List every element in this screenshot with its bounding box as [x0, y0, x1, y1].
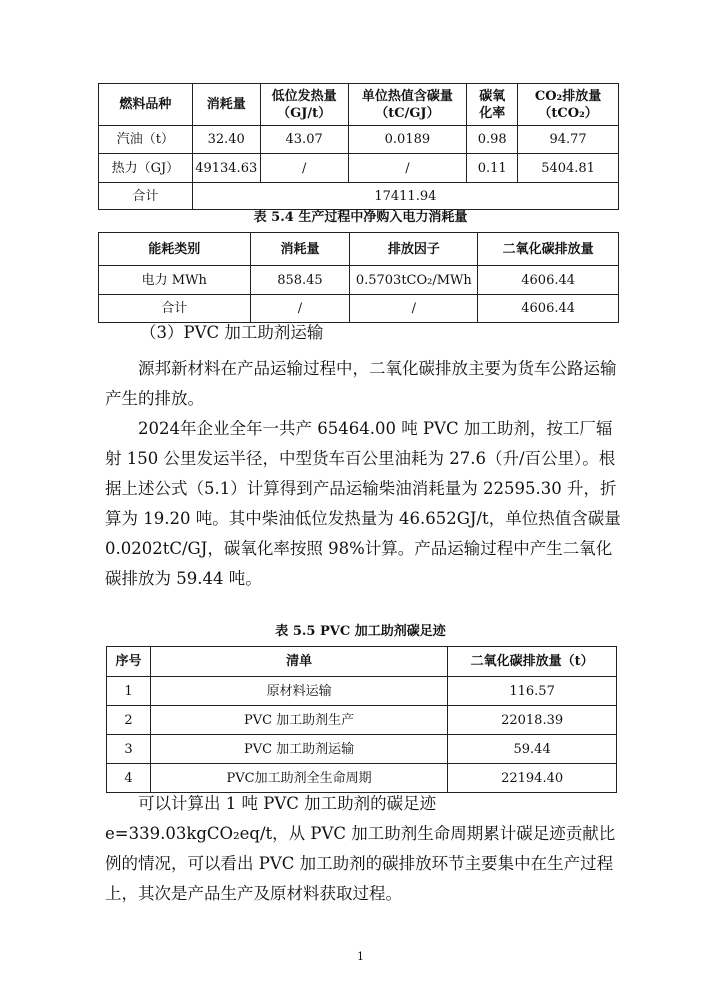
table-5-5-caption: 表 5.5 PVC 加工助剂碳足迹: [275, 624, 446, 639]
table-cell: 4606.44: [478, 295, 619, 323]
table-cell: 59.44: [448, 735, 617, 764]
page-number: 1: [357, 950, 364, 963]
table-cell: 5404.81: [518, 154, 619, 183]
table-cell: 32.40: [192, 126, 260, 154]
table-row: [99, 126, 619, 154]
table-cell: 0.0189: [348, 126, 467, 154]
body-text: [105, 354, 625, 594]
table-cell: 22018.39: [448, 706, 617, 735]
table-cell: 22194.40: [448, 764, 617, 793]
header-emission-factor: 排放因子: [350, 233, 478, 266]
table-cell: 热力（GJ）: [99, 154, 193, 183]
carbon-footprint-table: [106, 646, 617, 793]
table-cell: 1: [107, 677, 151, 706]
table-row: [107, 677, 617, 706]
total-label: 合计: [99, 183, 193, 210]
table-cell: 0.98: [467, 126, 518, 154]
paragraph: 2024年企业全年一共产 65464.00 吨 PVC 加工助剂，按工厂辐射 150 公里发运半径，中型货车百公里油耗为 27.6（升/百公里）。根据上述公式（5.1）计算得到产品运输柴油消耗量为 22595.30 升，折算为 19.20 吨。其中柴油低位发热量为 46.652GJ/t，单位热值含碳量 0.0202tC/GJ，碳氧化率按照 98%计算。产品运输过程中产生二氧化碳排放为 59.44 吨。: [105, 419, 621, 588]
header-consumption: 消耗量: [192, 84, 260, 126]
table-cell: 116.57: [448, 677, 617, 706]
paragraph: 源邦新材料在产品运输过程中，二氧化碳排放主要为货车公路运输产生的排放。: [105, 359, 617, 408]
header-oxidation-rate: 碳氧 化率: [467, 84, 518, 126]
fuel-emission-table: [98, 83, 619, 210]
table-cell: PVC加工助剂全生命周期: [150, 764, 447, 793]
header-fuel-type: 燃料品种: [99, 84, 193, 126]
table-cell: 4: [107, 764, 151, 793]
table-cell: PVC 加工助剂生产: [150, 706, 447, 735]
table-5-4-caption: 表 5.4 生产过程中净购入电力消耗量: [253, 210, 468, 225]
header-co2-emission: CO₂排放量 （tCO₂）: [518, 84, 619, 126]
table-cell: 43.07: [260, 126, 348, 154]
table-cell: 原材料运输: [150, 677, 447, 706]
table-cell: /: [260, 154, 348, 183]
table-cell: 2: [107, 706, 151, 735]
header-co2-emission: 二氧化碳排放量（t）: [448, 647, 617, 677]
electricity-table: [98, 232, 619, 323]
table-cell: 3: [107, 735, 151, 764]
header-consumption: 消耗量: [250, 233, 350, 266]
table-cell: /: [350, 295, 478, 323]
table-cell: 49134.63: [192, 154, 260, 183]
table-cell: 4606.44: [478, 266, 619, 295]
header-co2-emission: 二氧化碳排放量: [478, 233, 619, 266]
table-cell: 94.77: [518, 126, 619, 154]
table-cell: 0.11: [467, 154, 518, 183]
table-cell: 858.45: [250, 266, 350, 295]
table-cell: /: [348, 154, 467, 183]
table-cell: 汽油（t）: [99, 126, 193, 154]
table-row: [99, 154, 619, 183]
table-cell: 合计: [99, 295, 251, 323]
table-cell: 电力 MWh: [99, 266, 251, 295]
table-cell: /: [250, 295, 350, 323]
header-item: 清单: [150, 647, 447, 677]
header-index: 序号: [107, 647, 151, 677]
paragraph: 可以计算出 1 吨 PVC 加工助剂的碳足迹 e=339.03kgCO₂eq/t，从 PVC 加工助剂生命周期累计碳足迹贡献比例的情况，可以看出 PVC 加工助剂的碳排放环节主要集中在生产过程上，其次是产品生产及原材料获取过程。: [105, 794, 616, 903]
header-energy-type: 能耗类别: [99, 233, 251, 266]
header-carbon-content: 单位热值含碳量 （tC/GJ）: [348, 84, 467, 126]
header-low-heat-value: 低位发热量 （GJ/t）: [260, 84, 348, 126]
table-row: [107, 706, 617, 735]
table-row: [99, 266, 619, 295]
table-row: [107, 735, 617, 764]
table-cell: PVC 加工助剂运输: [150, 735, 447, 764]
section-heading: （3）PVC 加工助剂运输: [140, 323, 324, 342]
body-text: [105, 789, 625, 909]
table-cell: 0.5703tCO₂/MWh: [350, 266, 478, 295]
total-value: 17411.94: [192, 183, 618, 210]
